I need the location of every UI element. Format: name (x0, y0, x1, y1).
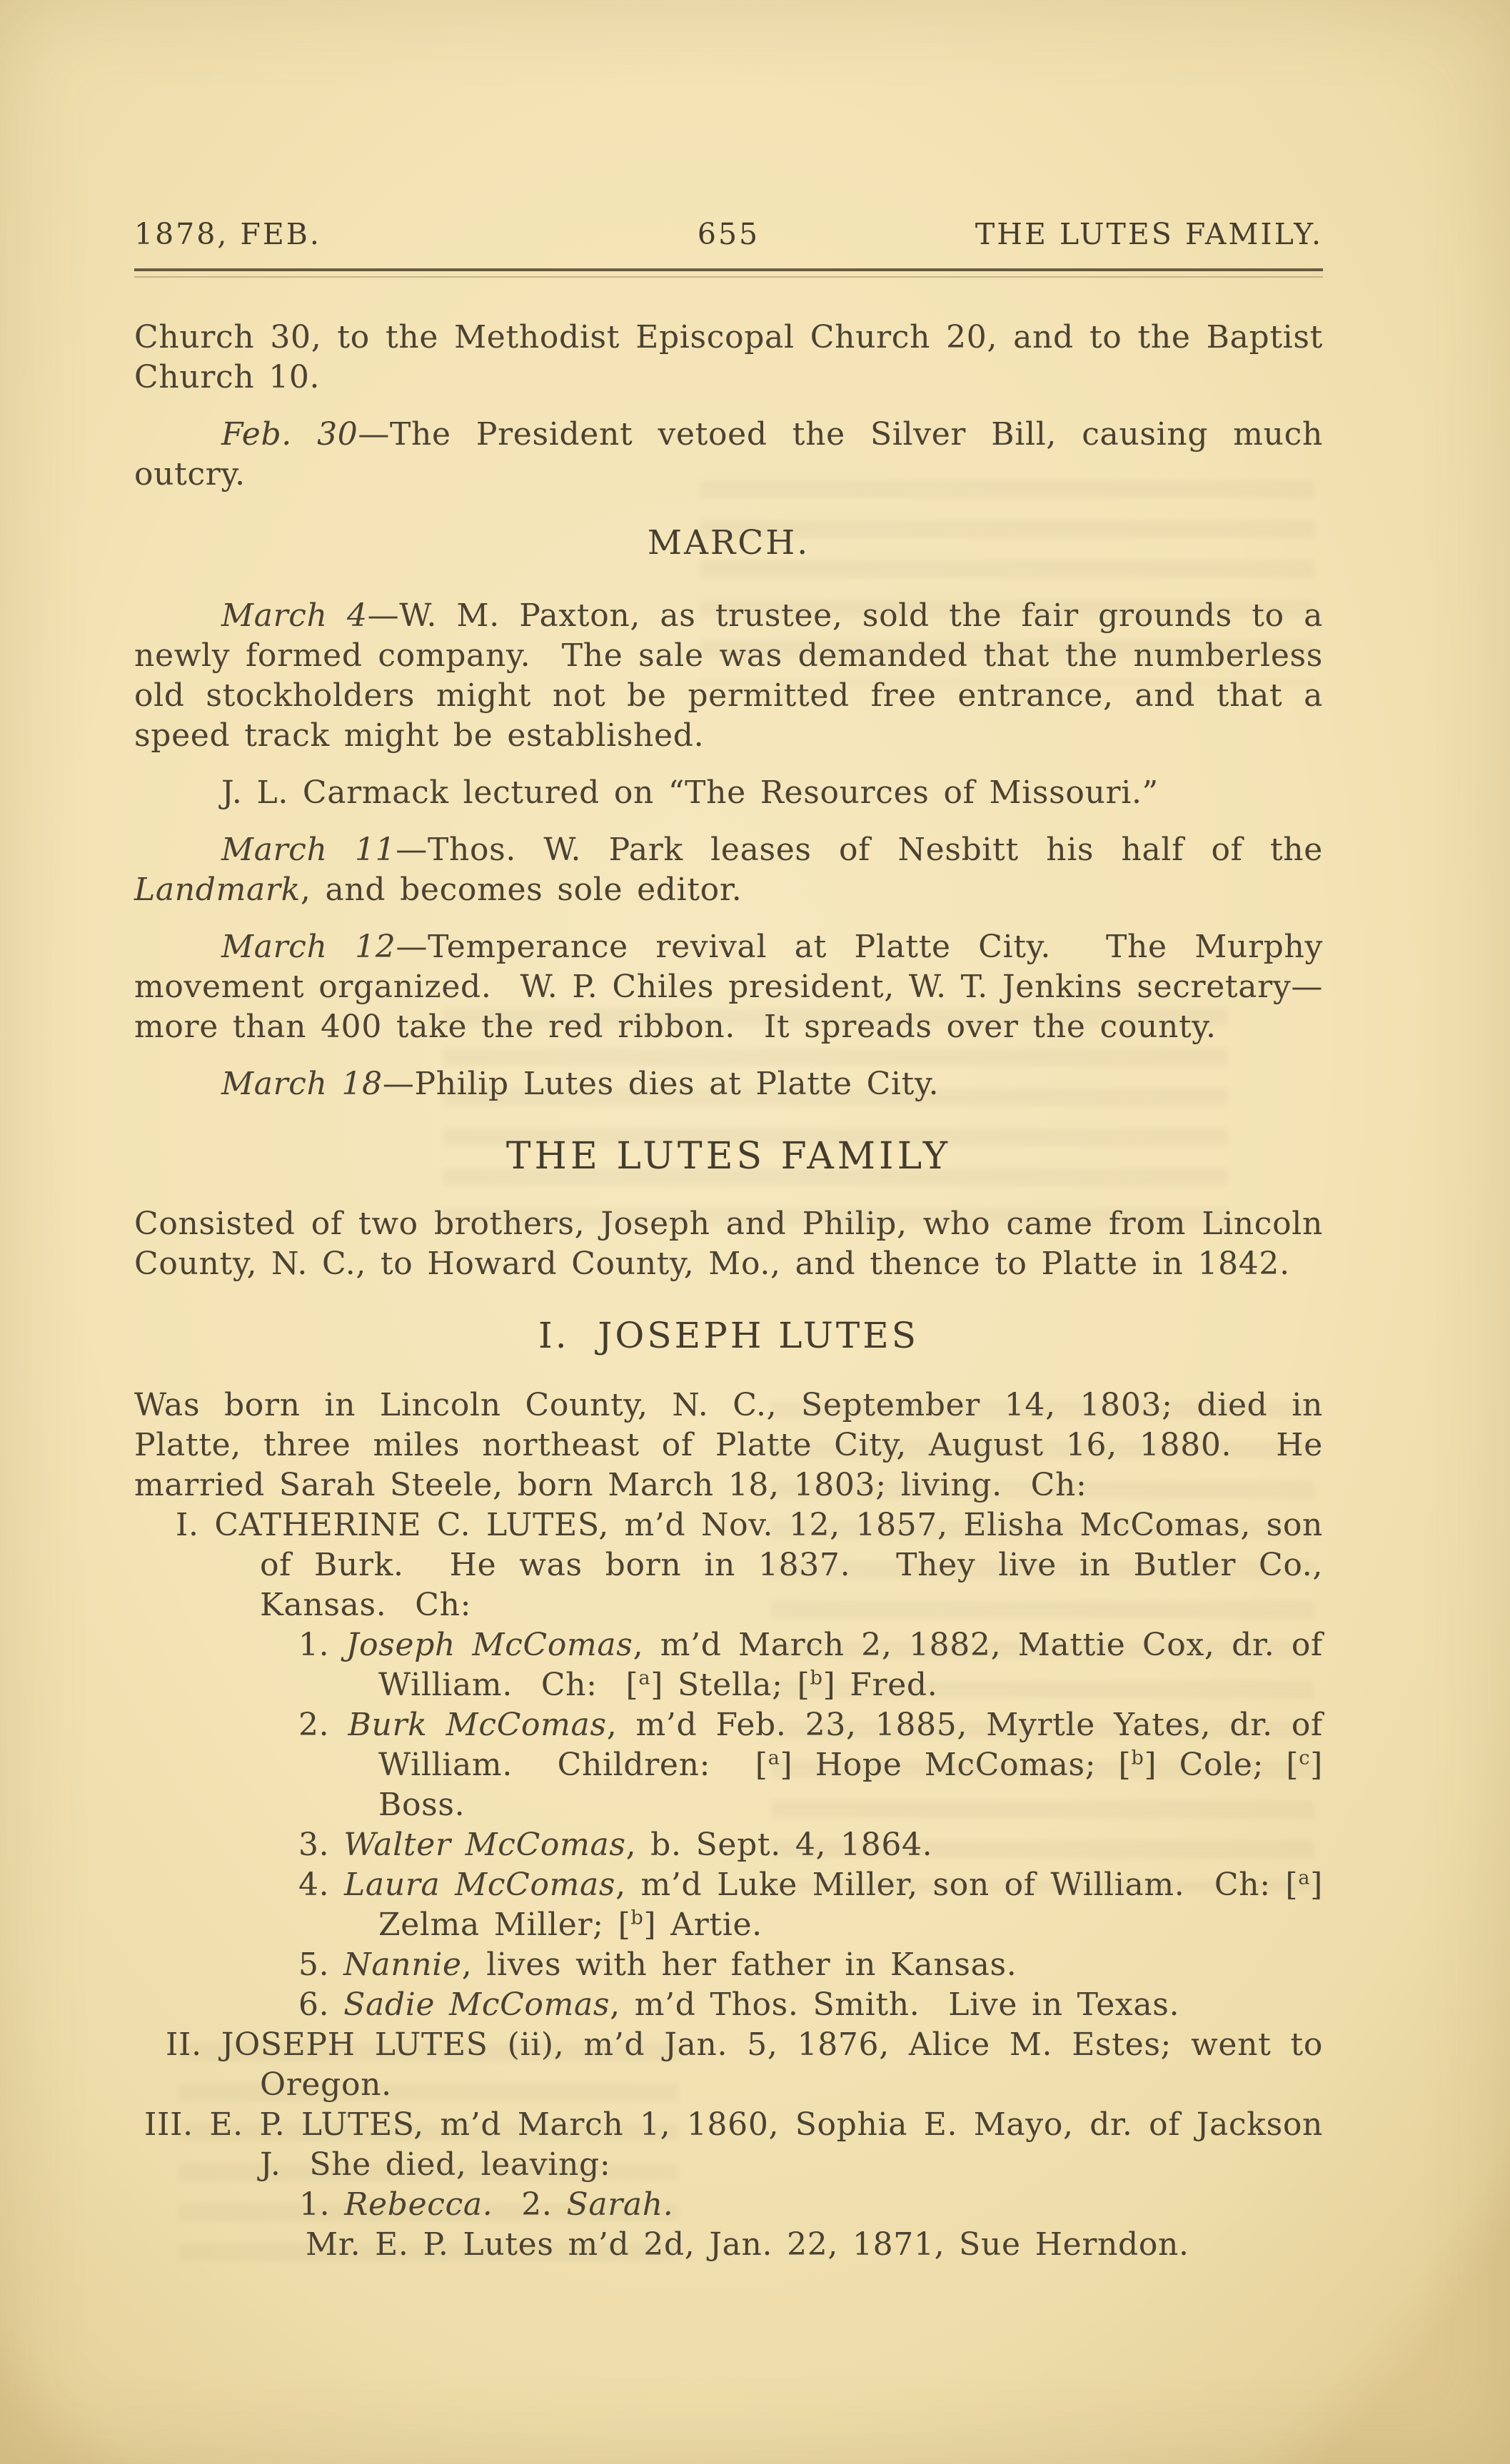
entry-text: , m’d Jan. 5, 1876, Alice M. Estes; went to Oregon. (260, 2026, 1323, 2103)
landmark-newspaper-name: Landmark (134, 872, 301, 908)
header-title: THE LUTES FAMILY. (975, 217, 1323, 251)
genealogy-child-laura-mccomas (134, 1865, 1323, 1945)
entry-person-name: JOSEPH LUTES (ii) (221, 2026, 554, 2063)
paragraph-feb-30 (134, 415, 1323, 495)
genealogy-child-sadie-mccomas (134, 1985, 1323, 2025)
genealogy-note-second-marriage: Mr. E. P. Lutes m’d 2d, Jan. 22, 1871, Sue Herndon. (306, 2226, 1189, 2263)
entry-text: , and becomes sole editor. (300, 872, 743, 908)
child-text: , m’d Thos. Smith. Live in Texas. (610, 1986, 1180, 2023)
child-number: 5. (298, 1947, 330, 1983)
paragraph-family-intro: Consisted of two brothers, Joseph and Philip, who came from Lincoln County, N. C., to Howard County, Mo., and thence to Platte in 1842. (134, 1206, 1323, 1282)
text-block (134, 0, 1323, 2265)
entry-numeral: III. (144, 2106, 193, 2143)
entry-date: March 11 (221, 832, 396, 868)
child-number: 2. (298, 1707, 330, 1743)
entry-text: —W. M. Paxton, as trustee, sold the fair grounds to a newly formed company. The sale was demanded that the numberless old stockholders might not be permitted free entrance, and that a speed track might be established. (134, 597, 1323, 754)
entry-person-name: E. P. LUTES (209, 2106, 414, 2143)
section-heading-lutes-family: THE LUTES FAMILY (505, 1135, 952, 1178)
genealogy-entry-ep-lutes (134, 2105, 1323, 2185)
genealogy-child-walter-mccomas (134, 1825, 1323, 1865)
running-header (134, 217, 1323, 251)
child-number: 2. (521, 2186, 553, 2223)
entry-text: —Philip Lutes dies at Platte City. (382, 1066, 940, 1102)
entry-numeral: I. (176, 1507, 199, 1543)
header-page-number: 655 (697, 217, 760, 251)
child-name: Nannie (343, 1947, 462, 1983)
genealogy-child-burk-mccomas (134, 1705, 1323, 1825)
child-name: Laura McComas (344, 1867, 616, 1903)
paragraph-joseph-bio: Was born in Lincoln County, N. C., September 14, 1803; died in Platte, three miles northeast of Platte City, August 16, 1880. He married Sarah Steele, born March 18, 1803; living. Ch: (134, 1387, 1323, 1503)
child-name: Joseph McComas (346, 1627, 633, 1663)
genealogy-entry-catherine (134, 1505, 1323, 1625)
paragraph-march-4 (134, 596, 1323, 756)
genealogy-child-joseph-mccomas (134, 1625, 1323, 1705)
paragraph-carmack: J. L. Carmack lectured on “The Resources of Missouri.” (221, 774, 1159, 811)
paragraph-church-donations: Church 30, to the Methodist Episcopal Church 20, and to the Baptist Church 10. (134, 319, 1323, 395)
child-number: 4. (298, 1867, 330, 1903)
child-name: Burk McComas (348, 1707, 607, 1743)
entry-text: , m’d Nov. 12, 1857, Elisha McComas, son of Burk. He was born in 1837. They live in Butler Co., Kansas. Ch: (260, 1507, 1324, 1623)
entry-text: —The President vetoed the Silver Bill, causing much outcry. (134, 416, 1323, 493)
section-heading-march: MARCH. (647, 523, 810, 562)
entry-date: Feb. 30 (221, 416, 358, 453)
child-number: 6. (298, 1986, 330, 2023)
header-date: 1878, FEB. (134, 217, 321, 251)
genealogy-entry-joseph-ii (134, 2025, 1323, 2105)
child-number: 1. (299, 2186, 331, 2223)
child-number: 3. (298, 1827, 330, 1863)
genealogy-child-nannie (134, 1945, 1323, 1985)
child-text: , m’d Feb. 23, 1885, Myrtle Yates, dr. of William. Children: [$^a$] Hope McComas; [$^b$] Cole; [$^c$] Boss. (378, 1707, 1323, 1823)
child-name: Sadie McComas (343, 1986, 610, 2023)
paragraph-march-18 (134, 1064, 1323, 1104)
child-name: Rebecca. (344, 2186, 493, 2223)
entry-text: , m’d March 1, 1860, Sophia E. Mayo, dr. of Jackson J. She died, leaving: (260, 2106, 1323, 2183)
entry-person-name: CATHERINE C. LUTES (214, 1507, 599, 1543)
child-text: , lives with her father in Kansas. (461, 1947, 1017, 1983)
child-number: 1. (298, 1627, 330, 1663)
genealogy-children-rebecca-sarah (299, 2185, 1323, 2225)
header-rule (134, 268, 1323, 278)
entry-text: —Thos. W. Park leases of Nesbitt his half of the (396, 832, 1323, 868)
child-name: Walter McComas (343, 1827, 626, 1863)
paragraph-march-11 (134, 830, 1323, 910)
child-text: , b. Sept. 4, 1864. (625, 1827, 933, 1863)
paragraph-march-12 (134, 927, 1323, 1047)
entry-date: March 4 (221, 597, 368, 634)
entry-date: March 18 (221, 1066, 383, 1102)
child-name: Sarah. (566, 2186, 674, 2223)
entry-numeral: II. (166, 2026, 202, 2063)
child-text: , m’d Luke Miller, son of William. Ch: [$^a$] Zelma Miller; [$^b$] Artie. (378, 1867, 1323, 1943)
entry-date: March 12 (221, 929, 396, 965)
section-heading-joseph-lutes: I. JOSEPH LUTES (538, 1315, 920, 1356)
entry-text: —Temperance revival at Platte City. The Murphy movement organized. W. P. Chiles president, W. T. Jenkins secretary—more than 400 take the red ribbon. It spreads over the county. (134, 929, 1323, 1045)
child-text: , m’d March 2, 1882, Mattie Cox, dr. of William. Ch: [$^a$] Stella; [$^b$] Fred. (378, 1627, 1323, 1703)
